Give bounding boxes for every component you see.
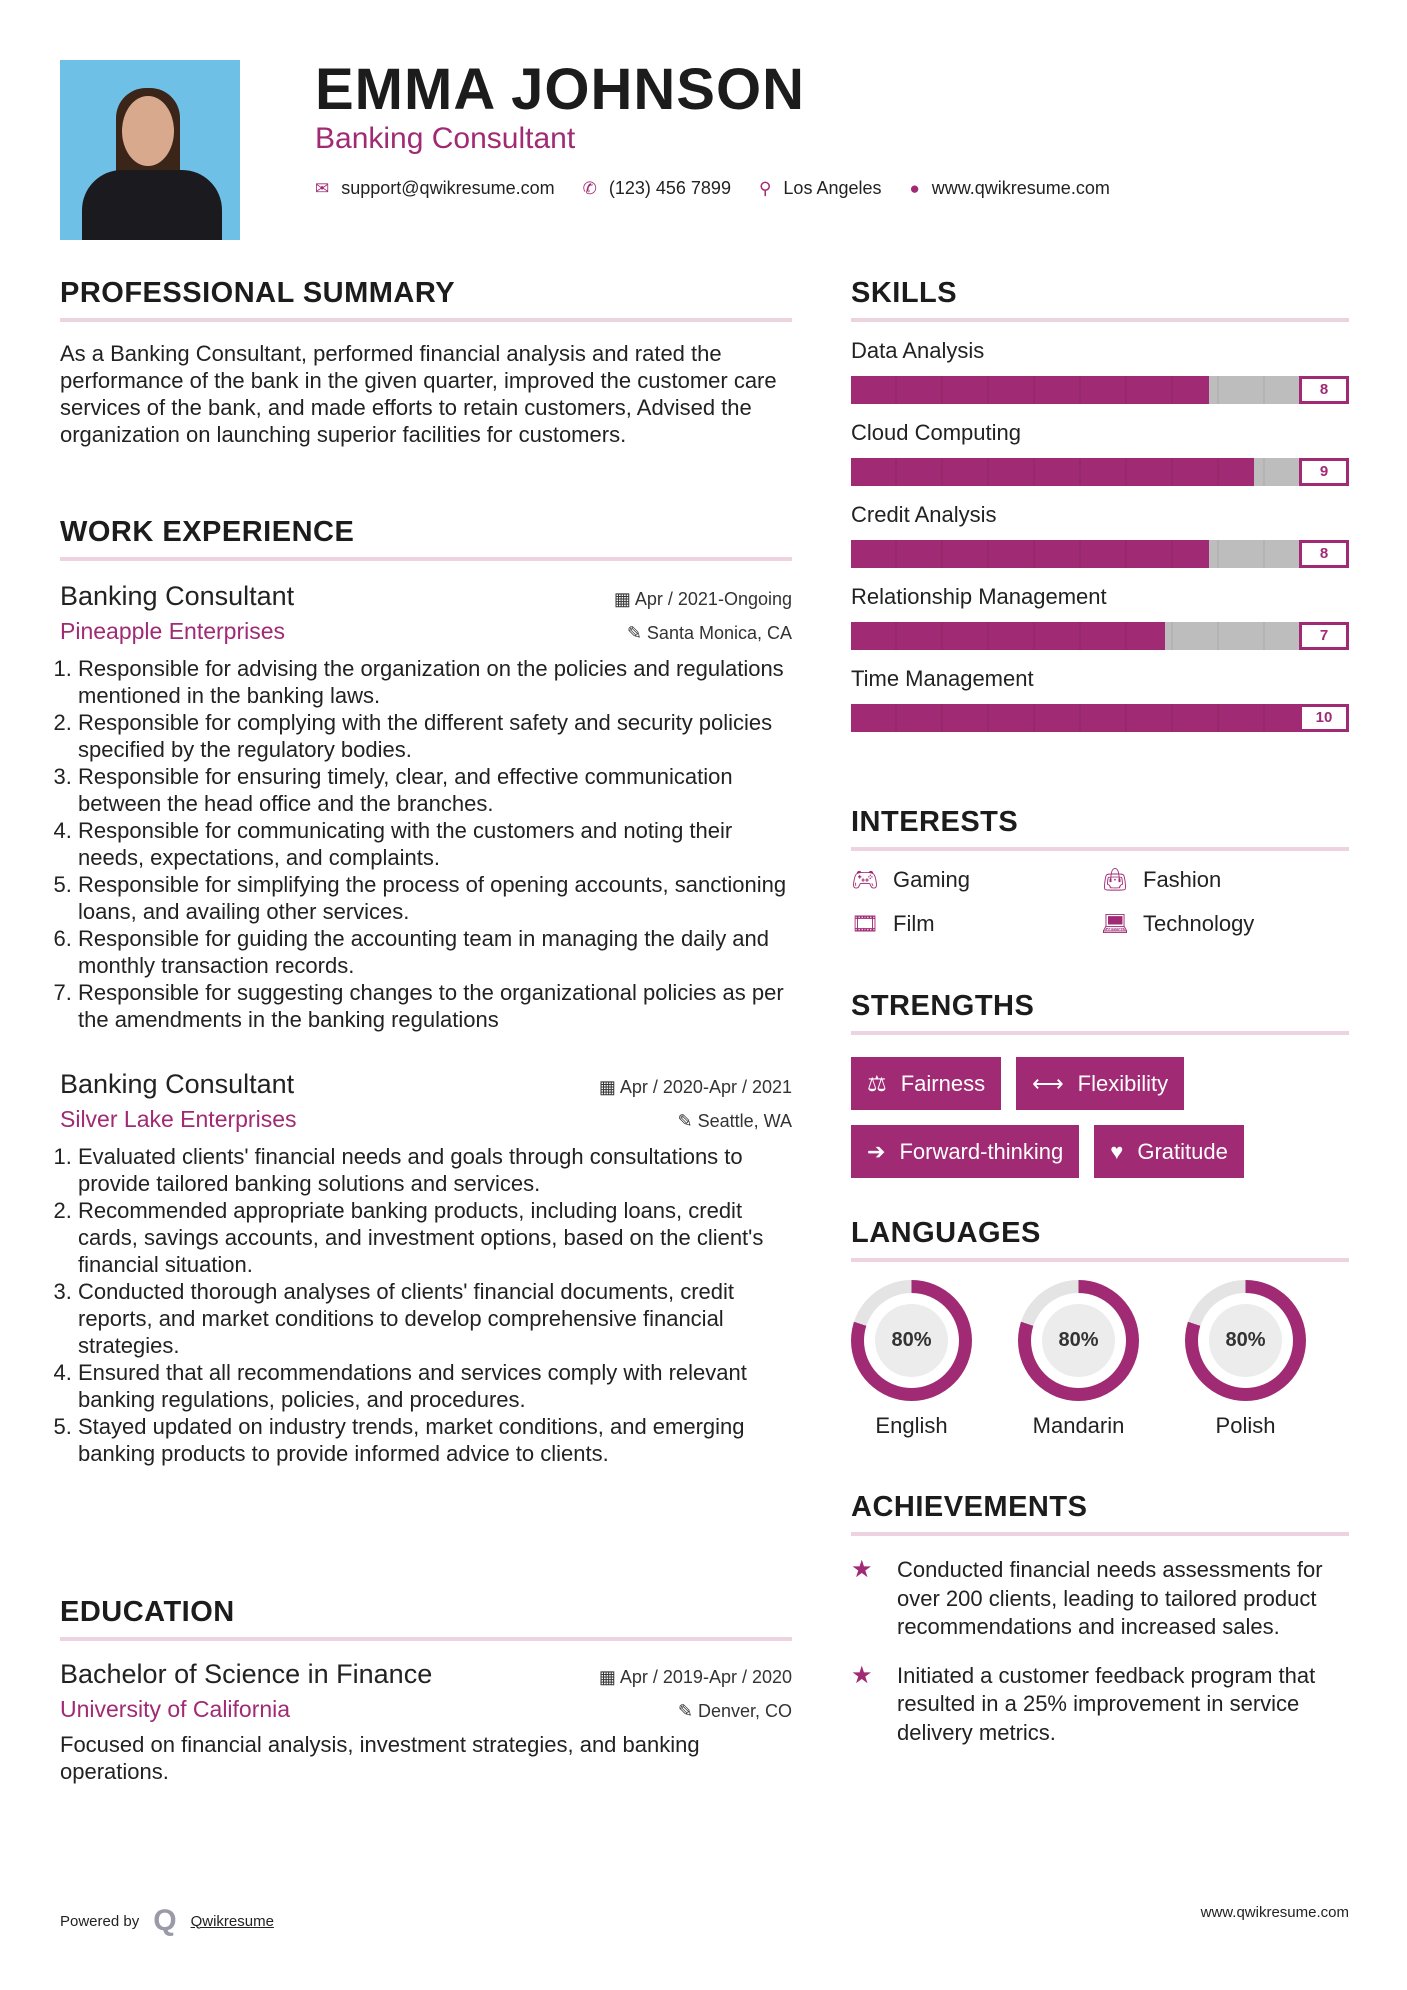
job-bullets (60, 1143, 792, 1467)
skill-name: Time Management (851, 666, 1034, 691)
interest-label: Film (893, 911, 935, 936)
language-percent: 80% (875, 1304, 948, 1377)
languages-section (851, 1217, 1349, 1439)
summary-text: As a Banking Consultant, performed financial analysis and rated the performance of the bank in the given quarter, improved the customer care services of the bank, and made efforts to retain customers, Advised the organization on launching superior facilities for customers. (60, 341, 777, 447)
interest-item (851, 911, 1101, 937)
interest-item (851, 867, 1101, 893)
interests-section (851, 806, 1349, 937)
language-donut (1018, 1280, 1139, 1401)
profile-photo (60, 60, 240, 240)
job-date: Apr / 2021-Ongoing (634, 589, 792, 609)
star-icon: ★ (851, 1661, 873, 1689)
language-percent: 80% (1042, 1304, 1115, 1377)
calendar-icon: ▦ (598, 1077, 620, 1097)
shopping-bag-icon: 👜︎ (1101, 867, 1129, 892)
pin-icon: ✎ (626, 623, 647, 643)
star-icon: ★ (851, 1556, 873, 1583)
phone: (123) 456 7899 (608, 178, 731, 198)
divider (60, 1637, 792, 1641)
section-heading: WORK EXPERIENCE (60, 516, 355, 548)
company-name: Silver Lake Enterprises (60, 1106, 297, 1132)
footer-website[interactable]: www.qwikresume.com (1200, 1904, 1349, 1921)
language-item (851, 1280, 972, 1439)
balance-scale-icon: ⚖ (867, 1070, 887, 1096)
gamepad-icon: 🎮︎ (851, 867, 879, 892)
strength-label: Flexibility (1077, 1070, 1169, 1096)
job-location: Santa Monica, CA (646, 623, 792, 643)
strength-tag (1094, 1125, 1244, 1178)
bullet-item: 2. Recommended appropriate banking products, including loans, credit cards, savings accounts, and investment options, based on the client's financial situation. (78, 1197, 792, 1278)
bullet-item: 3. Responsible for ensuring timely, clear, and effective communication between the head office and the branches. (78, 763, 792, 817)
calendar-icon: ▦ (598, 1667, 620, 1687)
job-header (60, 581, 792, 612)
achievement-text: Initiated a customer feedback program that resulted in a 25% improvement in service delivery metrics. (897, 1662, 1316, 1745)
calendar-icon: ▦ (613, 589, 635, 609)
experience-section (60, 516, 792, 1467)
powered-by-label: Powered by (60, 1912, 140, 1930)
arrows-horizontal-icon: ⟷ (1032, 1070, 1064, 1096)
skills-section (851, 277, 1349, 732)
divider (851, 1532, 1349, 1536)
strength-tag (1016, 1057, 1184, 1110)
skill-level: 7 (1299, 622, 1349, 650)
education-date: Apr / 2019-Apr / 2020 (619, 1667, 792, 1687)
job-location-wrap (627, 623, 792, 644)
divider (851, 847, 1349, 851)
qwikresume-link[interactable]: Qwikresume (190, 1912, 274, 1930)
pin-icon: ✎ (677, 1111, 698, 1131)
skill-bar (851, 540, 1349, 568)
job-bullets (60, 655, 792, 1033)
interest-label: Technology (1143, 911, 1255, 936)
strength-tag (851, 1057, 1001, 1110)
skill-name: Data Analysis (851, 338, 985, 363)
strength-label: Gratitude (1137, 1138, 1228, 1164)
job-entry (60, 581, 792, 1033)
map-pin-icon: ⚲ (758, 178, 772, 198)
location: Los Angeles (783, 178, 882, 198)
company-name: Pineapple Enterprises (60, 618, 286, 644)
job-subheader (60, 1106, 792, 1133)
language-name: Mandarin (1032, 1413, 1125, 1438)
bullet-item: 6. Responsible for guiding the accounting team in managing the daily and monthly transaction records. (78, 925, 792, 979)
achievements-section (851, 1491, 1349, 1747)
job-location: Seattle, WA (697, 1111, 792, 1131)
job-header (60, 1069, 792, 1100)
education-section (60, 1596, 792, 1785)
skill-bar (851, 622, 1349, 650)
email[interactable]: support@qwikresume.com (341, 178, 555, 198)
divider (851, 1258, 1349, 1262)
language-name: English (875, 1413, 948, 1438)
skill-bar-fill (851, 540, 1209, 568)
laptop-icon: 💻︎ (1101, 911, 1129, 936)
divider (851, 318, 1349, 322)
job-date: Apr / 2020-Apr / 2021 (619, 1077, 792, 1097)
website[interactable]: www.qwikresume.com (931, 178, 1110, 198)
heart-icon: ♥ (1110, 1138, 1124, 1164)
phone-icon: ✆ (582, 178, 597, 198)
interest-label: Fashion (1143, 867, 1222, 892)
skill-level: 10 (1299, 704, 1349, 732)
candidate-title: Banking Consultant (315, 122, 576, 155)
interest-label: Gaming (893, 867, 971, 892)
language-percent: 80% (1209, 1304, 1282, 1377)
bullet-item: 5. Responsible for simplifying the process of opening accounts, sanctioning loans, and availing other services. (78, 871, 792, 925)
achievement-item (851, 1556, 1349, 1642)
skill-bar (851, 458, 1349, 486)
skill-name: Credit Analysis (851, 502, 997, 527)
strength-tag (851, 1125, 1079, 1178)
job-title: Banking Consultant (60, 581, 295, 611)
job-date-wrap (614, 589, 792, 610)
language-item (1185, 1280, 1306, 1439)
job-entry (60, 1069, 792, 1467)
arrow-right-icon: ➔ (867, 1138, 886, 1164)
bullet-item: 7. Responsible for suggesting changes to the organizational policies as per the amendments in the banking regulations (78, 979, 792, 1033)
job-location-wrap (678, 1111, 792, 1132)
skill-level: 8 (1299, 540, 1349, 568)
skill-bar-fill (851, 704, 1299, 732)
strength-label: Fairness (900, 1070, 986, 1096)
school: University of California (60, 1696, 291, 1722)
interest-item (1101, 911, 1349, 937)
section-heading: PROFESSIONAL SUMMARY (60, 277, 456, 309)
pin-icon: ✎ (677, 1701, 698, 1721)
bullet-item: 1. Responsible for advising the organization on the policies and regulations mentioned in the banking laws. (78, 655, 792, 709)
job-subheader (60, 618, 792, 645)
degree: Bachelor of Science in Finance (60, 1659, 433, 1689)
language-donut (851, 1280, 972, 1401)
envelope-icon: ✉ (315, 178, 330, 198)
bullet-item: 4. Responsible for communicating with the customers and noting their needs, expectations, and complaints. (78, 817, 792, 871)
education-description: Focused on financial analysis, investment strategies, and banking operations. (60, 1732, 700, 1784)
section-heading: SKILLS (851, 277, 958, 309)
strengths-section (851, 990, 1349, 1178)
globe-icon: ● (909, 178, 920, 198)
summary-section (60, 277, 792, 448)
language-name: Polish (1215, 1413, 1276, 1438)
contact-bar (315, 178, 1126, 199)
film-icon: 🎞︎ (851, 911, 879, 936)
bullet-item: 2. Responsible for complying with the different safety and security policies specified by the regulatory bodies. (78, 709, 792, 763)
section-heading: LANGUAGES (851, 1217, 1041, 1249)
bullet-item: 4. Ensured that all recommendations and services comply with relevant banking regulations, policies, and procedures. (78, 1359, 792, 1413)
section-heading: ACHIEVEMENTS (851, 1491, 1088, 1523)
section-heading: INTERESTS (851, 806, 1019, 838)
divider (60, 557, 792, 561)
skill-name: Cloud Computing (851, 420, 1021, 445)
bullet-item: 5. Stayed updated on industry trends, market conditions, and emerging banking products to provide informed advice to clients. (78, 1413, 792, 1467)
skill-bar (851, 704, 1349, 732)
education-location: Denver, CO (697, 1701, 792, 1721)
skill-bar-fill (851, 622, 1165, 650)
skill-bar-fill (851, 458, 1254, 486)
achievement-text: Conducted financial needs assessments for over 200 clients, leading to tailored product recommendations and increased sales. (897, 1557, 1323, 1639)
divider (60, 318, 792, 322)
interest-item (1101, 867, 1349, 893)
job-title: Banking Consultant (60, 1069, 295, 1099)
language-item (1018, 1280, 1139, 1439)
qwikresume-logo-icon: Q (153, 1904, 177, 1937)
candidate-name: EMMA JOHNSON (315, 57, 805, 122)
footer-powered (60, 1904, 274, 1938)
section-heading: EDUCATION (60, 1596, 235, 1628)
bullet-item: 3. Conducted thorough analyses of clients' financial documents, credit reports, and market conditions to develop comprehensive financial strategies. (78, 1278, 792, 1359)
divider (851, 1031, 1349, 1035)
bullet-item: 1. Evaluated clients' financial needs and goals through consultations to provide tailored banking solutions and services. (78, 1143, 792, 1197)
skill-name: Relationship Management (851, 584, 1107, 609)
skill-bar (851, 376, 1349, 404)
skill-level: 8 (1299, 376, 1349, 404)
skill-level: 9 (1299, 458, 1349, 486)
language-donut (1185, 1280, 1306, 1401)
achievement-item (851, 1662, 1349, 1748)
job-date-wrap (599, 1077, 792, 1098)
section-heading: STRENGTHS (851, 990, 1035, 1022)
strength-label: Forward-thinking (899, 1138, 1064, 1164)
skill-bar-fill (851, 376, 1209, 404)
